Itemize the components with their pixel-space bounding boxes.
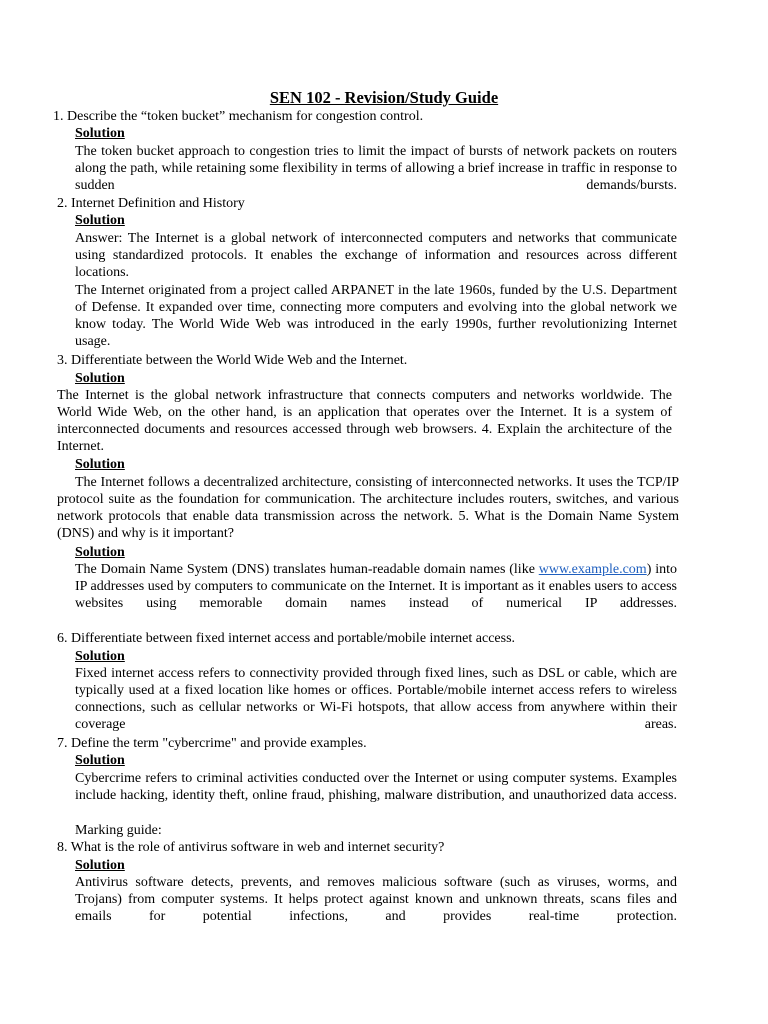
answer-text: The Internet is the global network infrastructure that connects computers and networks worldwide. The World Wide Web, on the other hand, is an application that operates over the Internet. It is a system of interconnected documents and resources accessed through web browsers. 4. Explain the architecture of the Internet. xyxy=(57,388,672,454)
answer-text xyxy=(75,561,677,612)
solution-label: Solution xyxy=(75,213,125,228)
solution-label: Solution xyxy=(75,753,125,768)
page-title: SEN 102 - Revision/Study Guide xyxy=(269,88,499,107)
answer-text-end: ) into IP addresses used by computers to communicate on the Internet. It is important as it enables users to access websites using memorable domain names instead of numerical IP addresses. xyxy=(75,562,677,611)
answer-text: Cybercrime refers to criminal activities conducted over the Internet or using computer systems. Examples include hacking, identity theft, online fraud, phishing, malware distribution, and unauthorized data access. xyxy=(75,771,677,803)
answer-text: The Internet follows a decentralized architecture, consisting of interconnected networks. It uses the TCP/IP protocol suite as the foundation for communication. The architecture includes routers, switches, and various network protocols that enable data transmission across the network. 5. What is the Domain Name System (DNS) and why is it important? xyxy=(57,475,679,541)
solution-label: Solution xyxy=(75,126,125,141)
question-text: 6. Differentiate between fixed internet access and portable/mobile internet access. xyxy=(57,631,516,646)
solution-label: Solution xyxy=(75,371,125,386)
answer-text-history: The Internet originated from a project called ARPANET in the late 1960s, funded by the U.S. Department of Defense. It expanded over time, connecting more computers and evolving into the global network we know today. The World Wide Web was introduced in the early 1990s, further revolutionizing Internet usage. xyxy=(75,283,677,349)
answer-text-start: The Domain Name System (DNS) translates human-readable domain names (like xyxy=(75,562,535,577)
marking-guide: Marking guide: xyxy=(75,823,162,838)
solution-label: Solution xyxy=(75,649,125,664)
question-text: 1. Describe the “token bucket” mechanism for congestion control. xyxy=(53,109,424,124)
question-text: 7. Define the term "cybercrime" and provide examples. xyxy=(57,736,367,751)
question-text: 2. Internet Definition and History xyxy=(57,196,245,211)
example-link[interactable]: www.example.com xyxy=(538,562,647,577)
answer-text: Answer: The Internet is a global network of interconnected computers and networks that communicate using standardized protocols. It enables the exchange of information and resources across different locations. xyxy=(75,231,677,280)
question-text: 8. What is the role of antivirus software in web and internet security? xyxy=(57,840,445,855)
question-text: 3. Differentiate between the World Wide Web and the Internet. xyxy=(57,353,408,368)
answer-text: The token bucket approach to congestion tries to limit the impact of bursts of network packets on routers along the path, while retaining some flexibility in terms of allowing a brief increase in traffic in response to sudden demands/bursts. xyxy=(75,144,677,193)
answer-text: Antivirus software detects, prevents, and removes malicious software (such as viruses, worms, and Trojans) from computer systems. It helps protect against known and unknown threats, scans files and emails for potential infections, and provides real-time protection. xyxy=(75,875,677,924)
solution-label: Solution xyxy=(75,457,125,472)
answer-text: Fixed internet access refers to connectivity provided through fixed lines, such as DSL or cable, which are typically used at a fixed location like homes or offices. Portable/mobile internet access refers to wireless connections, such as cellular networks or Wi-Fi hotspots, that allow access from anywhere within their coverage areas. xyxy=(75,666,677,732)
solution-label: Solution xyxy=(75,858,125,873)
solution-label: Solution xyxy=(75,545,125,560)
